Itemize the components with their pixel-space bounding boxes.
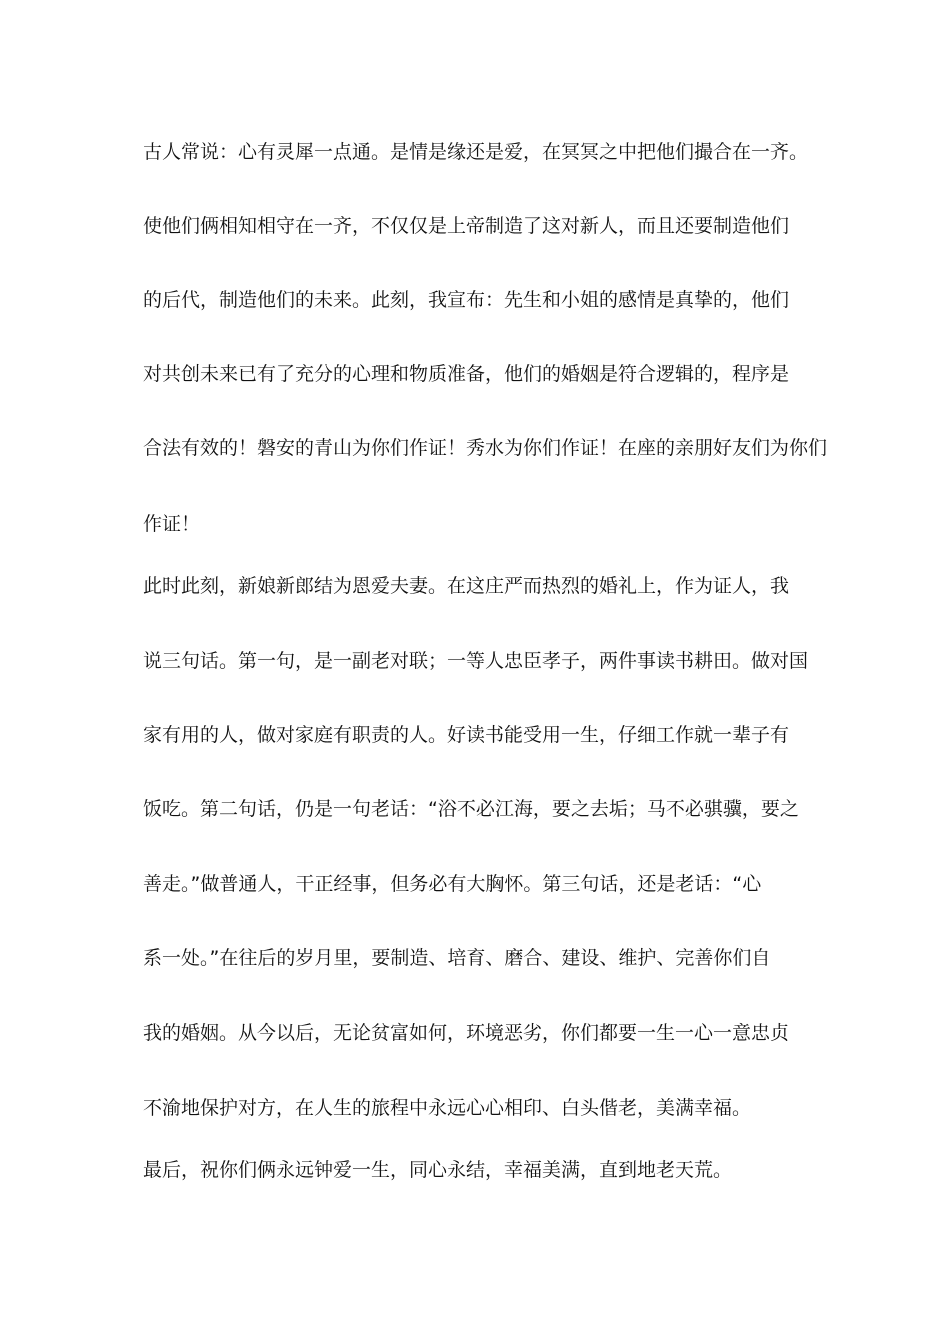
paragraph-3-line-1: 最后，祝你们俩永远钟爱一生，同心永结，幸福美满，直到地老天荒。 bbox=[143, 1159, 733, 1181]
paragraph-1-line-6: 作证！ bbox=[143, 513, 201, 535]
paragraph-2-line-2: 说三句话。第一句，是一副老对联；一等人忠臣孝子，两件事读书耕田。做对国 bbox=[143, 650, 809, 672]
paragraph-2-line-5: 善走。”做普通人，干正经事，但务必有大胸怀。第三句话，还是老话：“心 bbox=[143, 873, 762, 895]
paragraph-1-line-3: 的后代，制造他们的未来。此刻，我宣布：先生和小姐的感情是真挚的，他们 bbox=[143, 289, 790, 311]
paragraph-2-line-8: 不渝地保护对方，在人生的旅程中永远心心相印、白头偕老，美满幸福。 bbox=[143, 1097, 752, 1119]
paragraph-1-line-5: 合法有效的！磐安的青山为你们作证！秀水为你们作证！在座的亲朋好友们为你们 bbox=[143, 437, 828, 459]
paragraph-1-line-2: 使他们俩相知相守在一齐，不仅仅是上帝制造了这对新人，而且还要制造他们 bbox=[143, 215, 790, 237]
paragraph-2-line-7: 我的婚姻。从今以后，无论贫富如何，环境恶劣，你们都要一生一心一意忠贞 bbox=[143, 1022, 790, 1044]
paragraph-2-line-6: 系一处。”在往后的岁月里，要制造、培育、磨合、建设、维护、完善你们自 bbox=[143, 947, 771, 969]
paragraph-2-line-4: 饭吃。第二句话，仍是一句老话：“浴不必江海，要之去垢；马不必骐骥，要之 bbox=[143, 798, 799, 820]
paragraph-2-line-1: 此时此刻，新娘新郎结为恩爱夫妻。在这庄严而热烈的婚礼上，作为证人，我 bbox=[143, 575, 790, 597]
paragraph-1-line-4: 对共创未来已有了充分的心理和物质准备，他们的婚姻是符合逻辑的，程序是 bbox=[143, 363, 790, 385]
paragraph-1-line-1: 古人常说：心有灵犀一点通。是情是缘还是爱，在冥冥之中把他们撮合在一齐。 bbox=[143, 141, 809, 163]
paragraph-2-line-3: 家有用的人，做对家庭有职责的人。好读书能受用一生，仔细工作就一辈子有 bbox=[143, 724, 790, 746]
